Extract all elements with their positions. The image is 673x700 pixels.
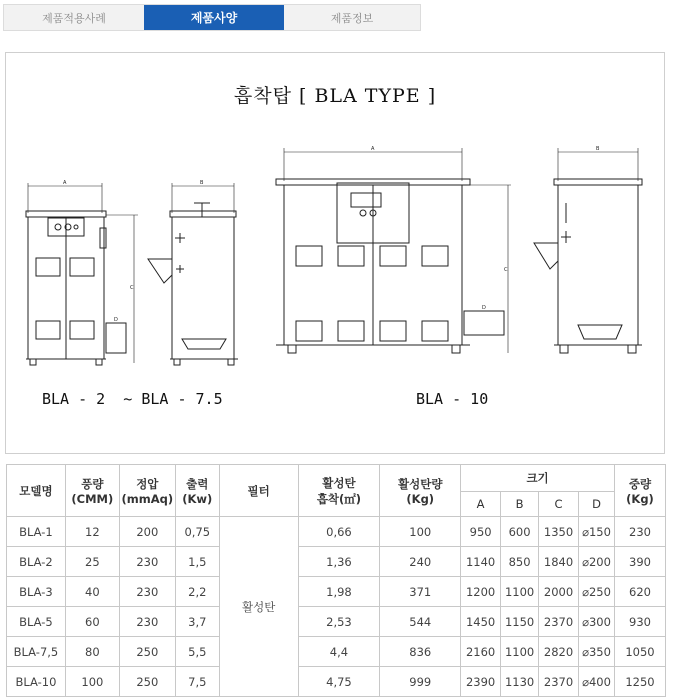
header-size: 크기	[461, 465, 615, 492]
dim-label-c: C	[130, 285, 134, 291]
cell-carbon: 999	[380, 667, 461, 697]
cell-airflow: 100	[65, 667, 119, 697]
tab-product-specs[interactable]: 제품사양	[144, 5, 284, 30]
cell-power: 5,5	[175, 637, 219, 667]
drawing-title: 흡착탑 [ BLA TYPE ]	[233, 85, 437, 107]
tab-application-cases[interactable]: 제품적용사례	[42, 11, 106, 25]
cell-size-d: ⌀400	[579, 667, 615, 697]
table-row	[7, 607, 666, 637]
cell-model: BLA-10	[7, 667, 66, 697]
cell-size-b: 600	[501, 517, 539, 547]
header-filter: 필터	[219, 465, 298, 517]
cell-size-c: 1350	[539, 517, 579, 547]
cell-size-b: 1150	[501, 607, 539, 637]
cell-size-a: 950	[461, 517, 501, 547]
cell-carbon: 544	[380, 607, 461, 637]
cell-size-c: 2370	[539, 607, 579, 637]
spec-table	[6, 464, 666, 697]
cell-size-c: 2820	[539, 637, 579, 667]
table-row	[7, 577, 666, 607]
cell-size-d: ⌀150	[579, 517, 615, 547]
tab-bar	[3, 4, 421, 31]
cell-model: BLA-7,5	[7, 637, 66, 667]
header-weight: 중량 (Kg)	[614, 465, 665, 517]
cell-pressure: 250	[119, 637, 175, 667]
cell-carbon: 836	[380, 637, 461, 667]
cell-airflow: 25	[65, 547, 119, 577]
caption-large-model: BLA - 10	[416, 390, 489, 408]
cell-size-d: ⌀200	[579, 547, 615, 577]
cell-weight: 390	[614, 547, 665, 577]
cell-model: BLA-5	[7, 607, 66, 637]
table-row	[7, 667, 666, 697]
cell-size-c: 2370	[539, 667, 579, 697]
cell-size-a: 1450	[461, 607, 501, 637]
cell-size-a: 2390	[461, 667, 501, 697]
cell-pressure: 230	[119, 577, 175, 607]
cell-pressure: 230	[119, 607, 175, 637]
header-model: 모델명	[7, 465, 66, 517]
cell-area: 4,75	[298, 667, 380, 697]
dim-label-b: B	[200, 180, 204, 186]
cell-model: BLA-2	[7, 547, 66, 577]
cell-area: 4,4	[298, 637, 380, 667]
dim-label-d: D	[114, 317, 118, 323]
header-size-a: A	[461, 492, 501, 517]
cell-size-d: ⌀350	[579, 637, 615, 667]
header-size-d: D	[579, 492, 615, 517]
dim-label-c-large: C	[504, 267, 508, 273]
cell-pressure: 250	[119, 667, 175, 697]
cell-carbon: 100	[380, 517, 461, 547]
cell-size-b: 1100	[501, 637, 539, 667]
cell-pressure: 230	[119, 547, 175, 577]
caption-small-models: BLA - 2 ~ BLA - 7.5	[42, 390, 223, 408]
cell-size-a: 1140	[461, 547, 501, 577]
cell-filter: 활성탄	[219, 517, 298, 697]
cell-airflow: 40	[65, 577, 119, 607]
cell-airflow: 80	[65, 637, 119, 667]
cell-area: 2,53	[298, 607, 380, 637]
dim-label-b-large: B	[596, 146, 600, 152]
cell-size-b: 1100	[501, 577, 539, 607]
technical-drawing	[5, 52, 665, 454]
header-pressure: 정압 (mmAq)	[119, 465, 175, 517]
header-area: 활성탄 흡착(㎡)	[298, 465, 380, 517]
cell-area: 1,36	[298, 547, 380, 577]
cell-size-d: ⌀300	[579, 607, 615, 637]
dim-label-a-large: A	[371, 146, 375, 152]
dim-label-d-large: D	[482, 305, 486, 311]
cell-size-b: 1130	[501, 667, 539, 697]
cell-carbon: 371	[380, 577, 461, 607]
cell-pressure: 200	[119, 517, 175, 547]
cell-weight: 930	[614, 607, 665, 637]
table-row	[7, 547, 666, 577]
cell-weight: 1250	[614, 667, 665, 697]
cell-weight: 1050	[614, 637, 665, 667]
cell-power: 2,2	[175, 577, 219, 607]
cell-size-c: 1840	[539, 547, 579, 577]
cell-power: 7,5	[175, 667, 219, 697]
cell-airflow: 60	[65, 607, 119, 637]
cell-size-a: 2160	[461, 637, 501, 667]
cell-size-b: 850	[501, 547, 539, 577]
header-power: 출력 (Kw)	[175, 465, 219, 517]
cell-area: 1,98	[298, 577, 380, 607]
cell-model: BLA-1	[7, 517, 66, 547]
header-airflow: 풍량 (CMM)	[65, 465, 119, 517]
cell-carbon: 240	[380, 547, 461, 577]
cell-airflow: 12	[65, 517, 119, 547]
tab-product-info[interactable]: 제품정보	[330, 11, 374, 25]
table-row	[7, 517, 666, 547]
cell-area: 0,66	[298, 517, 380, 547]
cell-power: 0,75	[175, 517, 219, 547]
cell-weight: 230	[614, 517, 665, 547]
cell-size-a: 1200	[461, 577, 501, 607]
cell-power: 1,5	[175, 547, 219, 577]
header-size-c: C	[539, 492, 579, 517]
header-size-b: B	[501, 492, 539, 517]
cell-power: 3,7	[175, 607, 219, 637]
cell-size-c: 2000	[539, 577, 579, 607]
header-carbon: 활성탄량 (Kg)	[380, 465, 461, 517]
dim-label-a: A	[63, 180, 67, 186]
cell-weight: 620	[614, 577, 665, 607]
table-row	[7, 637, 666, 667]
cell-model: BLA-3	[7, 577, 66, 607]
cell-size-d: ⌀250	[579, 577, 615, 607]
